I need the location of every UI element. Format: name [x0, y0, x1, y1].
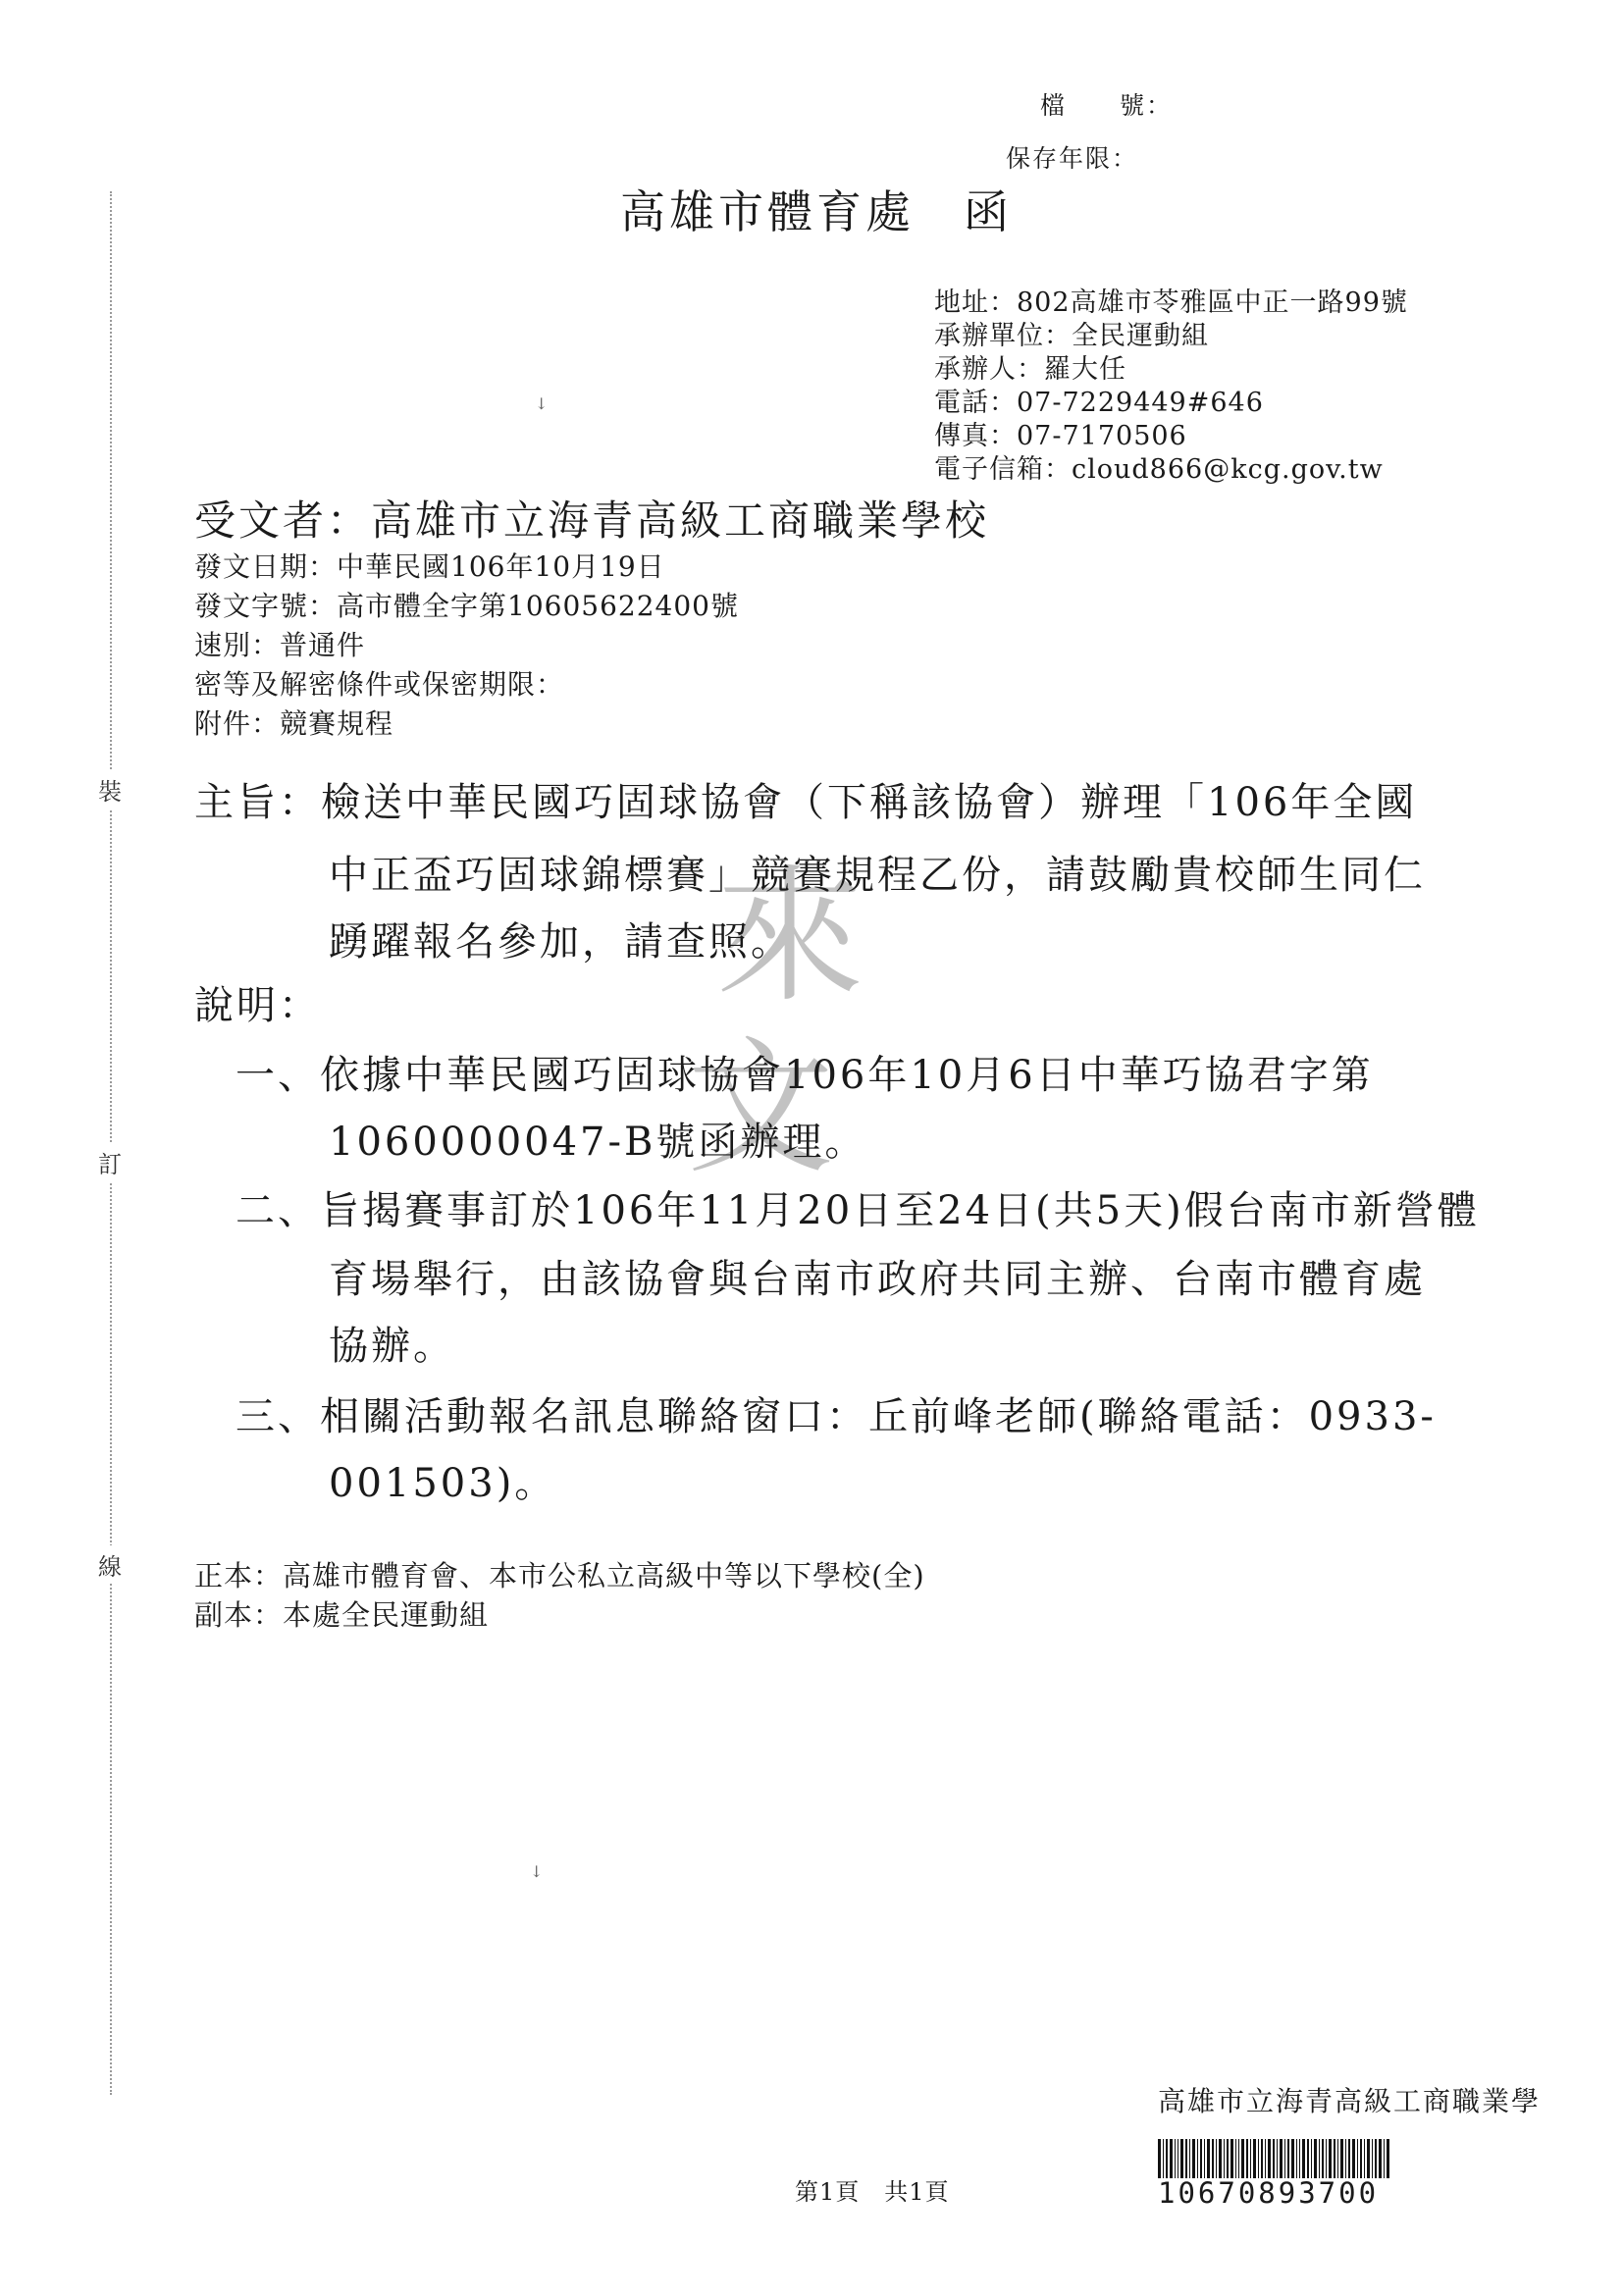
sender-address: 地址：802高雄市苓雅區中正一路99號 — [934, 287, 1408, 318]
explanation-heading: 說明： — [194, 983, 321, 1028]
subject-line-1: 主旨：檢送中華民國巧固球協會（下稱該協會）辦理「106年全國 — [194, 780, 1418, 825]
issue-date: 發文日期：中華民國106年10月19日 — [194, 550, 665, 583]
arrow-mark-bottom: ↓ — [530, 1862, 544, 1881]
received-stamp-char-2: 文 — [687, 1023, 835, 1194]
barcode-number: 10670893700 — [1158, 2176, 1380, 2210]
explanation-item-3-line-1: 三、相關活動報名訊息聯絡窗口：丘前峰老師(聯絡電話：0933- — [236, 1394, 1437, 1439]
barcode-block — [1158, 2080, 1609, 2210]
subject-line-2: 中正盃巧固球錦標賽」競賽規程乙份，請鼓勵貴校師生同仁 — [329, 853, 1426, 898]
document-number: 發文字號：高市體全字第10605622400號 — [194, 590, 739, 622]
binding-mark-ding: 訂 — [98, 1143, 122, 1181]
subject-line-3: 踴躍報名參加，請查照。 — [329, 919, 793, 965]
barcode-icon — [1158, 2139, 1393, 2178]
sender-phone: 電話：07-7229449#646 — [934, 388, 1264, 418]
barcode-title: 高雄市立海青高級工商職業學 — [1158, 2085, 1542, 2117]
recipient: 受文者：高雄市立海青高級工商職業學校 — [194, 496, 990, 545]
arrow-mark-top: ↓ — [535, 394, 549, 413]
attachment: 附件：競賽規程 — [194, 707, 394, 740]
sender-info-block — [934, 287, 1408, 487]
sender-contact-person: 承辦人：羅大任 — [934, 354, 1126, 385]
sender-unit: 承辦單位：全民運動組 — [934, 321, 1209, 351]
sender-email: 電子信箱：cloud866@kcg.gov.tw — [934, 454, 1384, 485]
received-stamp-char-1: 來 — [716, 852, 864, 1022]
cc-recipients: 副本：本處全民運動組 — [194, 1598, 490, 1632]
secrecy-level: 密等及解密條件或保密期限： — [194, 668, 565, 701]
sender-fax: 傳真：07-7170506 — [934, 421, 1187, 451]
explanation-item-1-line-2: 1060000047-B號函辦理。 — [329, 1120, 867, 1165]
explanation-item-1-line-1: 一、依據中華民國巧固球協會106年10月6日中華巧協君字第 — [236, 1053, 1374, 1098]
explanation-item-2-line-1: 二、旨揭賽事訂於106年11月20日至24日(共5天)假台南市新營體 — [236, 1188, 1480, 1233]
retention-period-label: 保存年限： — [1006, 144, 1139, 173]
file-number-label: 檔 號： — [1040, 91, 1174, 120]
binding-mark-xian: 線 — [98, 1545, 122, 1584]
delivery-speed: 速別：普通件 — [194, 629, 366, 661]
page-count: 第1頁 共1頁 — [795, 2178, 950, 2206]
binding-mark-zhuang: 裝 — [98, 770, 122, 809]
explanation-item-2-line-2: 育場舉行，由該協會與台南市政府共同主辦、台南市體育處 — [329, 1257, 1426, 1302]
document-title: 高雄市體育處 函 — [620, 185, 1013, 238]
explanation-item-2-line-3: 協辦。 — [329, 1324, 455, 1369]
main-recipients: 正本：高雄市體育會、本市公私立高級中等以下學校(全) — [194, 1559, 925, 1592]
explanation-item-3-line-2: 001503)。 — [329, 1461, 557, 1506]
